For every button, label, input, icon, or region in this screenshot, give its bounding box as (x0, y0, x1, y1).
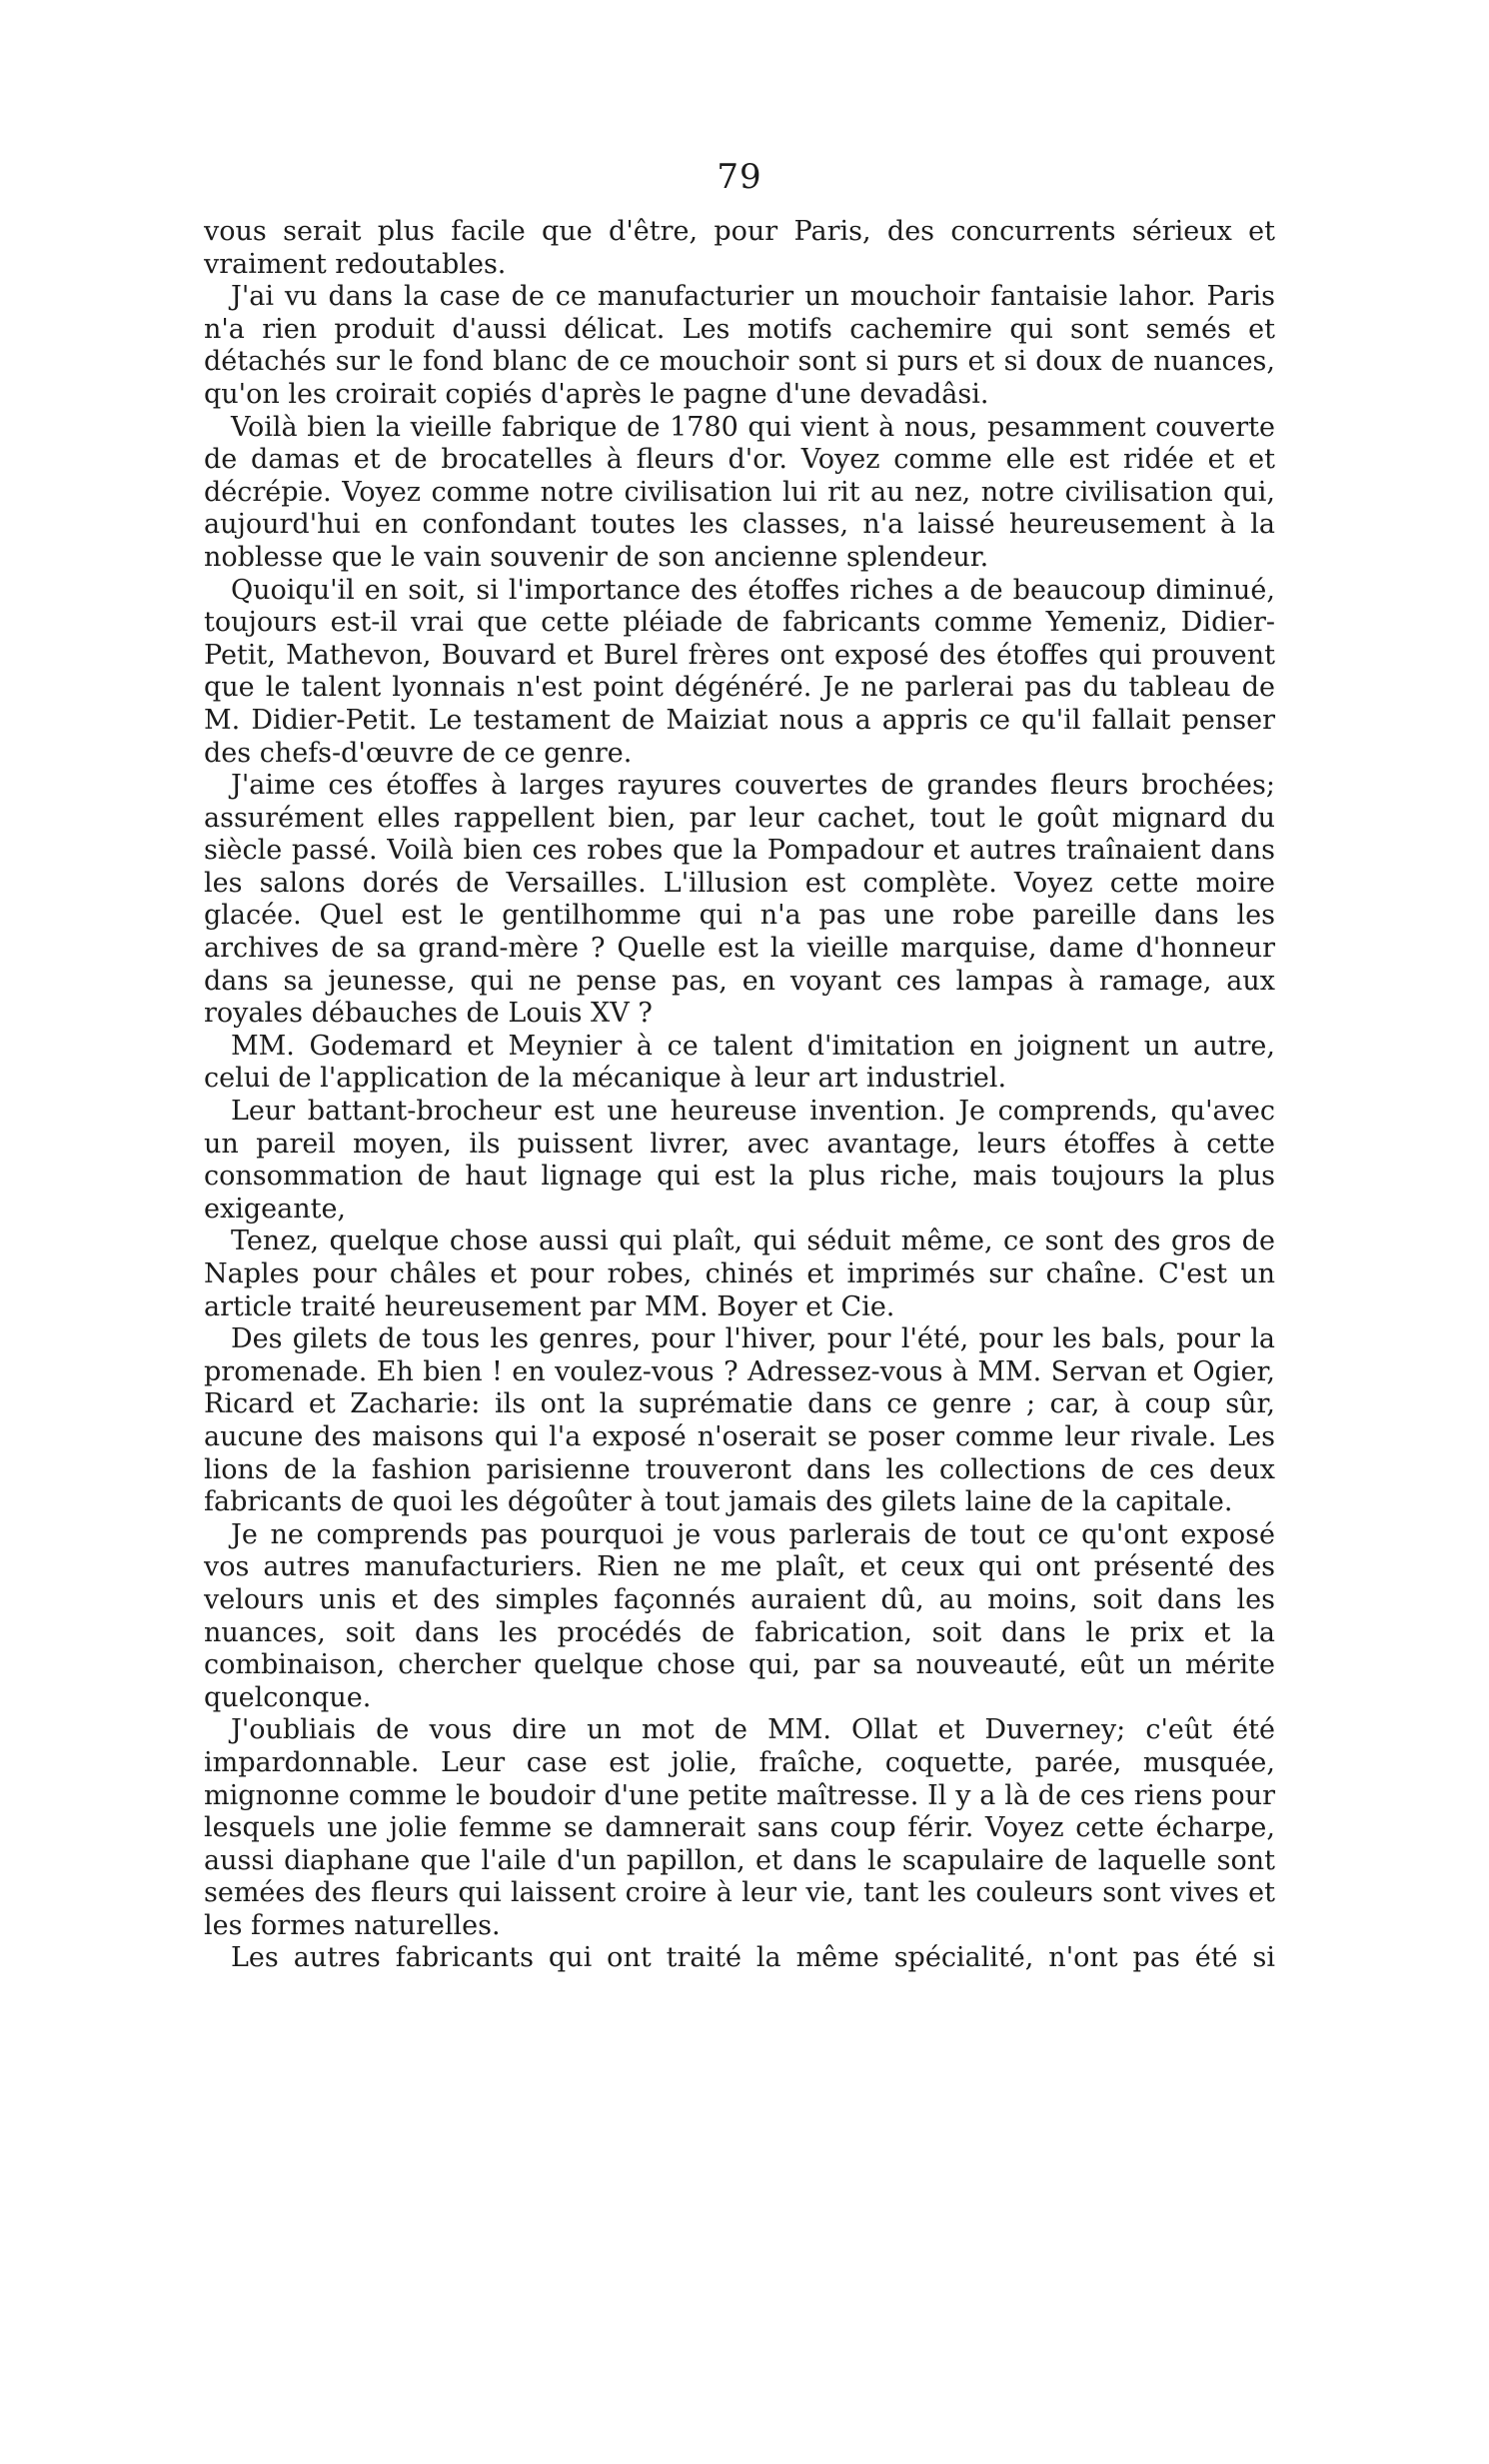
paragraph-godemard-meynier: MM. Godemard et Meynier à ce talent d'imitation en joignent un autre, celui de l'application de la mécanique à leur art industriel. (204, 1030, 1275, 1095)
paragraph-gilets: Des gilets de tous les genres, pour l'hiver, pour l'été, pour les bals, pour la promenade. Eh bien ! en voulez-vous ? Adressez-vous à MM. Servan et Ogier, Ricard et Zacharie: ils ont la suprématie dans ce genre ; car, à coup sûr, aucune des maisons qui l'a exposé n'oserait se poser comme leur rivale. Les lions de la fashion parisienne trouveront dans les collections de ces deux fabricants de quoi les dégoûter à tout jamais des gilets laine de la capitale. (204, 1323, 1275, 1518)
paragraph-ollat-duverney: J'oubliais de vous dire un mot de MM. Ollat et Duverney; c'eût été impardonnable. Leur case est jolie, fraîche, coquette, parée, musquée, mignonne comme le boudoir d'une petite maîtresse. Il y a là de ces riens pour lesquels une jolie femme se damnerait sans coup férir. Voyez cette écharpe, aussi diaphane que l'aile d'un papillon, et dans le scapulaire de laquelle sont semées des fleurs qui laissent croire à leur vie, tant les couleurs sont vives et les formes naturelles. (204, 1714, 1275, 1941)
paragraph-larges-rayures: J'aime ces étoffes à larges rayures couvertes de grandes fleurs brochées; assurément elles rappellent bien, par leur cachet, tout le goût mignard du siècle passé. Voilà bien ces robes que la Pompadour et autres traînaient dans les salons dorés de Versailles. L'illusion est complète. Voyez cette moire glacée. Quel est le gentilhomme qui n'a pas une robe pareille dans les archives de sa grand-mère ? Quelle est la vieille marquise, dame d'honneur dans sa jeunesse, qui ne pense pas, en voyant ces lampas à ramage, aux royales débauches de Louis XV ? (204, 770, 1275, 1030)
book-page (204, 157, 1275, 1975)
paragraph-vieille-fabrique: Voilà bien la vieille fabrique de 1780 qui vient à nous, pesamment couverte de damas et de brocatelles à fleurs d'or. Voyez comme elle est ridée et et décrépie. Voyez comme notre civilisation lui rit au nez, notre civilisation qui, aujourd'hui en confondant toutes les classes, n'a laissé heureusement à la noblesse que le vain souvenir de son ancienne splendeur. (204, 411, 1275, 573)
body-text (204, 216, 1275, 1975)
paragraph-lahor: J'ai vu dans la case de ce manufacturier un mouchoir fantaisie lahor. Paris n'a rien produit d'aussi délicat. Les motifs cachemire qui sont semés et détachés sur le fond blanc de ce mouchoir sont si purs et si doux de nuances, qu'on les croirait copiés d'après le pagne d'une devadâsi. (204, 281, 1275, 410)
paragraph-gros-de-naples: Tenez, quelque chose aussi qui plaît, qui séduit même, ce sont des gros de Naples pour châles et pour robes, chinés et imprimés sur chaîne. C'est un article traité heureusement par MM. Boyer et Cie. (204, 1226, 1275, 1322)
paragraph-autres-manufacturiers: Je ne comprends pas pourquoi je vous parlerais de tout ce qu'ont exposé vos autres manufacturiers. Rien ne me plaît, et ceux qui ont présenté des velours unis et des simples façonnés auraient dû, au moins, soit dans les nuances, soit dans les procédés de fabrication, soit dans le prix et la combinaison, chercher quelque chose qui, par sa nouveauté, eût un mérite quelconque. (204, 1518, 1275, 1713)
paragraph-battant-brocheur: Leur battant-brocheur est une heureuse invention. Je comprends, qu'avec un pareil moyen, ils puissent livrer, avec avantage, leurs étoffes à cette consommation de haut lignage qui est la plus riche, mais toujours la plus exigeante, (204, 1096, 1275, 1225)
paragraph-continuation: vous serait plus facile que d'être, pour Paris, des concurrents sérieux et vraiment redoutables. (204, 216, 1275, 280)
page-number: 79 (717, 157, 762, 197)
paragraph-etoffes-riches: Quoiqu'il en soit, si l'importance des étoffes riches a de beaucoup diminué, toujours est-il vrai que cette pléiade de fabricants comme Yemeniz, Didier-Petit, Mathevon, Bouvard et Burel frères ont exposé des étoffes qui prouvent que le talent lyonnais n'est point dégénéré. Je ne parlerai pas du tableau de M. Didier-Petit. Le testament de Maiziat nous a appris ce qu'il fallait penser des chefs-d'œuvre de ce genre. (204, 574, 1275, 769)
paragraph-autres-fabricants: Les autres fabricants qui ont traité la même spécialité, n'ont pas été si (231, 1942, 1275, 1974)
